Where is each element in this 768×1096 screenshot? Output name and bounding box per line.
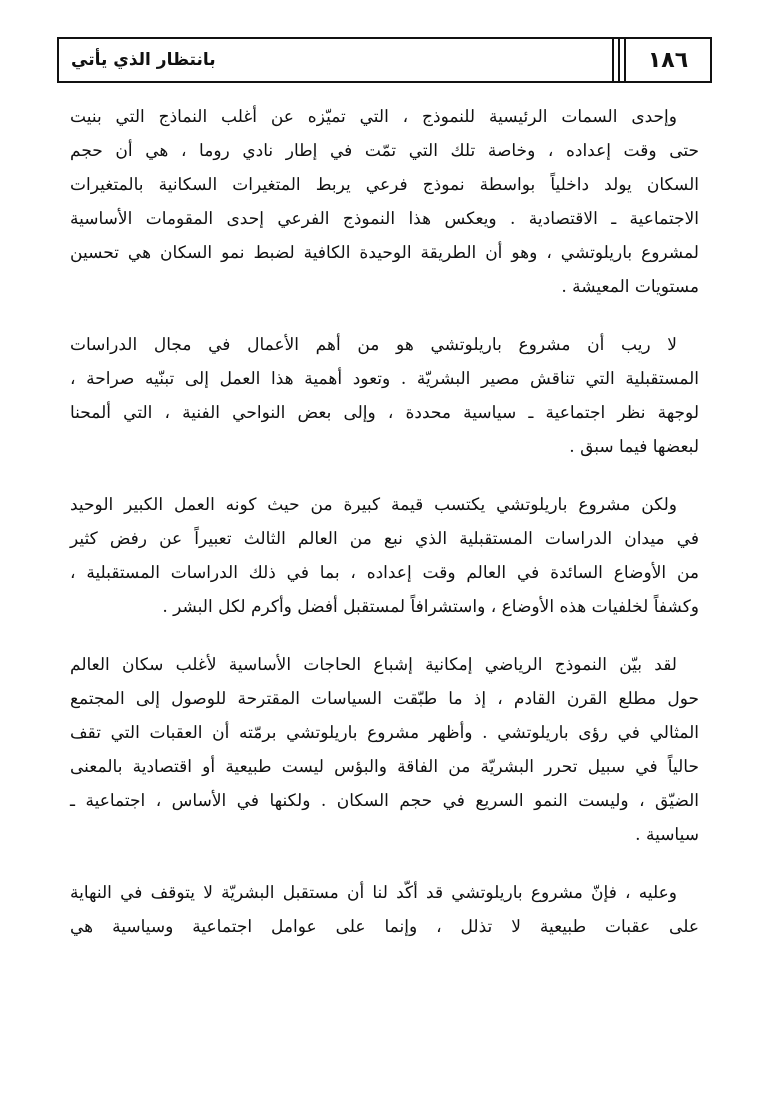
running-title: بانتظار الذي يأتي [71,50,216,70]
text-line: سياسية . [635,825,699,845]
text-line: من الأوضاع السائدة في العالم وقت إعداده ، بما في ذلك الدراسات المستقبلية ، [70,563,699,583]
text-line: حالياً في سبيل تحرر البشريّة من الفاقة والبؤس ليست طبيعية أو اقتصادية بالمعنى [70,757,699,777]
text-line: في ميدان الدراسات المستقبلية الذي نبع من العالم الثالث تعبيراً عن رفض كثير [70,529,699,549]
text-line: الاجتماعية ـ الاقتصادية . ويعكس هذا النموذج الفرعي إحدى المقومات الأساسية [70,209,699,229]
body-text [70,100,699,968]
paragraph-3 [70,488,699,624]
paragraph-4 [70,648,699,852]
paragraph-1 [70,100,699,304]
text-line: حتى وقت إعداده ، وخاصة تلك التي تمّت في إطار نادي روما ، هي أن حجم [70,141,699,161]
page-number: ١٨٦ [647,47,689,73]
page-header [57,37,712,83]
text-line: وعليه ، فإنّ مشروع باريلوتشي قد أكّد لنا أن مستقبل البشريّة لا يتوقف في النهاية [70,883,677,903]
text-line: مستويات المعيشة . [561,277,699,297]
text-line: لمشروع باريلوتشي ، وهو أن الطريقة الوحيدة الكافية لضبط نمو السكان هي تحسين [70,243,699,263]
header-divider [618,39,620,81]
text-line: لوجهة نظر اجتماعية ـ سياسية محددة ، وإلى بعض النواحي الفنية ، التي ألمحنا [70,403,699,423]
text-line: ولكن مشروع باريلوتشي يكتسب قيمة كبيرة من حيث كونه العمل الكبير الوحيد [70,495,677,515]
text-line: السكان يولد داخلياً بواسطة نموذج فرعي يربط المتغيرات السكانية بالمتغيرات [70,175,699,195]
text-line: وإحدى السمات الرئيسية للنموذج ، التي تميّزه عن أغلب النماذج التي بنيت [70,107,677,127]
paragraph-2 [70,328,699,464]
paragraph-5 [70,876,699,944]
text-line: على عقبات طبيعية لا تذلل ، وإنما على عوامل اجتماعية وسياسية هي [70,917,699,937]
text-line: وكشفاً لخلفيات هذه الأوضاع ، واستشرافاً لمستقبل أفضل وأكرم لكل البشر . [162,597,699,617]
header-divider [624,39,626,81]
text-line: حول مطلع القرن القادم ، إذ ما طبّقت السياسات المقترحة للوصول إلى المجتمع [70,689,699,709]
text-line: لقد بيّن النموذج الرياضي إمكانية إشباع الحاجات الأساسية لأغلب سكان العالم [70,655,677,675]
text-line: الضيّق ، وليست النمو السريع في حجم السكان . ولكنها في الأساس ، اجتماعية ـ [70,791,699,811]
text-line: المثالي في رؤى باريلوتشي . وأظهر مشروع باريلوتشي برمّته أن العقبات التي تقف [70,723,699,743]
text-line: لا ريب أن مشروع باريلوتشي هو من أهم الأعمال في مجال الدراسات [70,335,677,355]
header-divider [612,39,614,81]
text-line: المستقبلية التي تناقش مصير البشريّة . وتعود أهمية هذا العمل إلى تبنّيه صراحة ، [70,369,699,389]
text-line: لبعضها فيما سبق . [569,437,699,457]
